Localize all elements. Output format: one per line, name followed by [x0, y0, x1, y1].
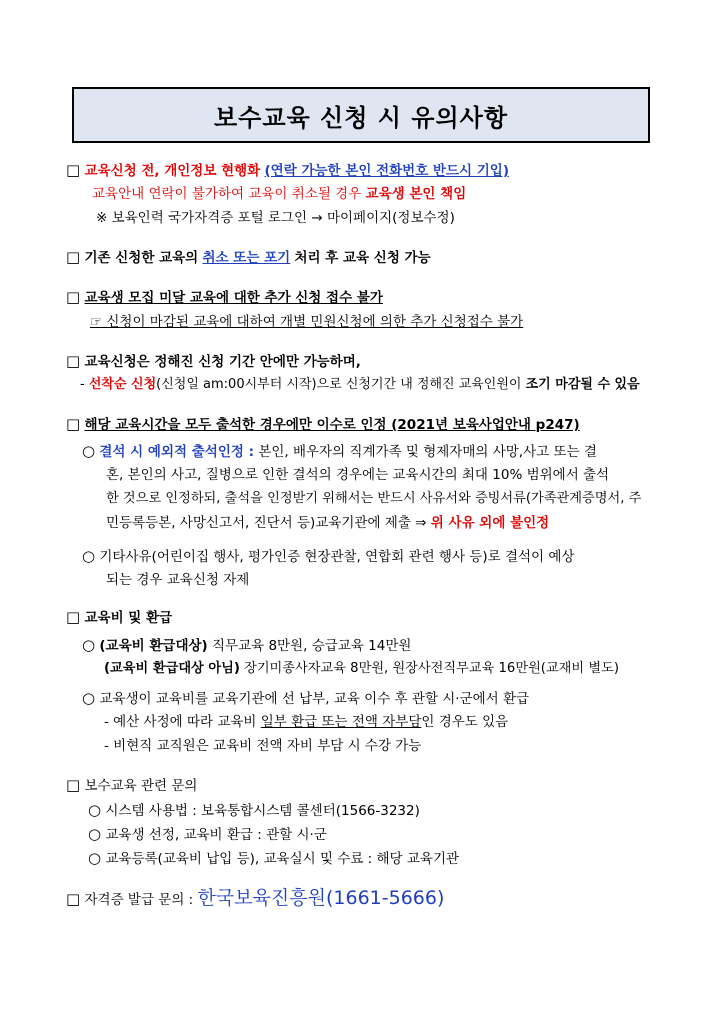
- s5-p2-line2: 되는 경우 교육신청 자제: [106, 572, 250, 588]
- s7-c3-text: 교육등록(교육비 납입 등), 교육실시 및 수료 : 해당 교육기관: [105, 851, 460, 867]
- title-box: [72, 87, 650, 143]
- circle-glyph: ○: [88, 801, 102, 819]
- s6-p2a: (교육비 환급대상 아님): [104, 661, 240, 676]
- s6-d1: [104, 713, 508, 731]
- section-6-heading: [66, 608, 172, 627]
- s8-b: 한국보육진흥원(1661-5666): [197, 887, 445, 909]
- s2-c: 처리 후 교육 신청 가능: [294, 250, 431, 266]
- s1-line2-a: 교육안내 연락이 불가하여 교육이 취소될 경우: [92, 186, 362, 202]
- s6-p1b: 직무교육 8만원, 승급교육 14만원: [207, 638, 412, 654]
- s3-line2: ☞ 신청이 마감된 교육에 대하여 개별 민원신청에 의한 추가 신청접수 불가: [90, 314, 524, 330]
- s5-p1-line2: 혼, 본인의 사고, 질병으로 인한 결석의 경우에는 교육시간의 최대 10% 범위에서 출석: [106, 467, 610, 483]
- s6-p3: [82, 689, 529, 708]
- s5-a: 해당 교육시간을 모두 출석한 경우에만 이수로 인정 (2021년 보육사업안내 p247): [84, 417, 580, 433]
- s7-c2: [88, 825, 327, 844]
- section-8-heading: [66, 889, 444, 909]
- s6-p3-text: 교육생이 교육비를 교육기관에 선 납부, 교육 이수 후 관할 시·군에서 환급: [99, 691, 530, 707]
- checkbox-glyph: □: [66, 415, 81, 433]
- s1-line2-b: 교육생 본인 책임: [365, 186, 467, 202]
- s1-line3: ※ 보육인력 국가자격증 포털 로그인 → 마이페이지(정보수정): [96, 210, 455, 226]
- s7-a: 보수교육 관련 문의: [84, 778, 198, 794]
- s6-a: 교육비 및 환급: [84, 610, 173, 626]
- s4-first-come: 선착순 신청: [88, 377, 157, 392]
- s6-p1: [82, 636, 411, 655]
- s6-d2: - 비현직 교직원은 교육비 전액 자비 부담 시 수강 가능: [104, 738, 422, 754]
- s4-a: 교육신청은 정해진 신청 기간 안에만 가능하며,: [84, 354, 361, 370]
- s1-heading-b: (연락 가능한 본인 전화번호 반드시 기입): [264, 163, 510, 179]
- s7-c1: [88, 801, 420, 820]
- s6-d1c: 인 경우도 있음: [421, 714, 509, 730]
- section-1-heading: [66, 161, 509, 180]
- s7-c2-text: 교육생 선정, 교육비 환급 : 관할 시·군: [105, 827, 327, 843]
- s7-c1-text: 시스템 사용법 : 보육통합시스템 콜센터(1566-3232): [105, 803, 420, 819]
- s7-c3: [88, 849, 459, 868]
- circle-glyph: ○: [88, 849, 102, 867]
- checkbox-glyph: □: [66, 161, 81, 179]
- checkbox-glyph: □: [66, 288, 81, 306]
- s4-line2-c: (신청일 am:00시부터 시작)으로 신청기간 내 정해진 교육인원이: [156, 377, 522, 392]
- s1-line2: [92, 185, 466, 203]
- circle-glyph: ○: [82, 547, 96, 565]
- s6-p2b: 장기미종사자교육 8만원, 원장사전직무교육 16만원(교재비 별도): [239, 661, 619, 676]
- s4-line2-d: 조기 마감될 수 있음: [525, 377, 640, 392]
- checkbox-glyph: □: [66, 248, 81, 266]
- section-7-heading: [66, 776, 197, 795]
- checkbox-glyph: □: [66, 890, 81, 908]
- circle-glyph: ○: [82, 689, 96, 707]
- checkbox-glyph: □: [66, 608, 81, 626]
- circle-glyph: ○: [82, 442, 96, 460]
- section-2-heading: [66, 248, 431, 267]
- s5-p1-line4: [106, 514, 549, 532]
- s5-p2-line1: [82, 547, 574, 566]
- page-title: 보수교육 신청 시 유의사항: [213, 103, 509, 132]
- s5-p1-line3: 한 것으로 인정하되, 출석을 인정받기 위해서는 반드시 사유서와 증빙서류(가족관계증명서, 주: [106, 491, 642, 506]
- circle-glyph: ○: [82, 636, 96, 654]
- s5-p1-line1: [82, 442, 597, 461]
- s5-p1-l4b: 위 사유 외에 불인정: [430, 515, 550, 531]
- s2-b: 취소 또는 포기: [202, 250, 291, 266]
- section-5-heading: [66, 415, 580, 434]
- s6-p1a: (교육비 환급대상): [99, 638, 208, 654]
- s5-p1-l4a: 민등록등본, 사망신고서, 진단서 등)교육기관에 제출 ⇒: [106, 515, 427, 531]
- s6-p2: [104, 660, 619, 678]
- checkbox-glyph: □: [66, 776, 81, 794]
- s5-p1-head: 결석 시 예외적 출석인정 :: [99, 444, 254, 460]
- s4-line2: [80, 376, 640, 394]
- section-3-heading: [66, 288, 383, 307]
- s5-p1-l1: 본인, 배우자의 직계가족 및 형제자매의 사망,사고 또는 결: [254, 444, 597, 460]
- checkbox-glyph: □: [66, 352, 81, 370]
- s8-a: 자격증 발급 문의 :: [84, 892, 194, 908]
- section-4-heading: [66, 352, 361, 371]
- circle-glyph: ○: [88, 825, 102, 843]
- s5-p2-l1: 기타사유(어린이집 행사, 평가인증 현장관찰, 연합회 관련 행사 등)로 결석이 예상: [99, 549, 575, 565]
- s3-a: 교육생 모집 미달 교육에 대한 추가 신청 접수 불가: [84, 290, 383, 306]
- s6-d1a: - 예산 사정에 따라 교육비: [104, 714, 257, 730]
- s4-dash: -: [80, 377, 89, 392]
- s6-d1b: 일부 환급 또는 전액 자부담: [260, 714, 422, 730]
- s1-heading-a: 교육신청 전, 개인정보 현행화: [84, 163, 261, 179]
- s2-a: 기존 신청한 교육의: [84, 250, 199, 266]
